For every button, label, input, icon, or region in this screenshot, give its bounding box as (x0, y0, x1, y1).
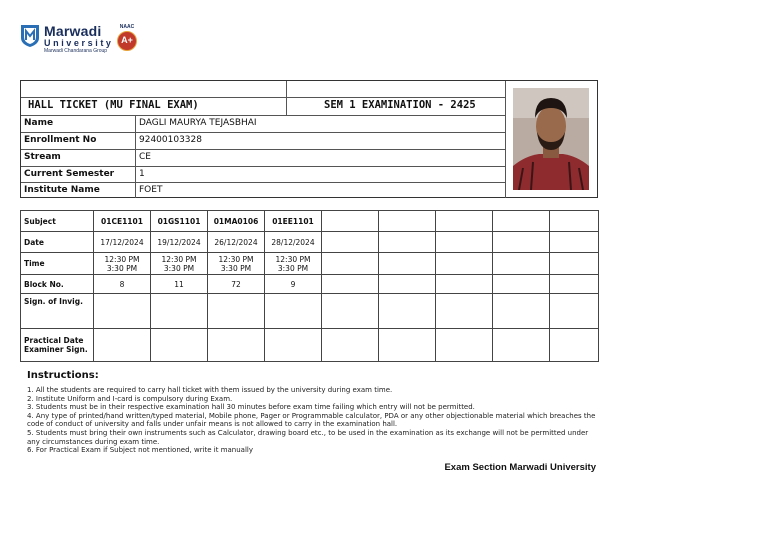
practical-row (21, 329, 599, 362)
exam-date: 19/12/2024 (151, 232, 208, 253)
logo-subtitle: University (44, 38, 114, 48)
instructions-title: Instructions: (27, 370, 99, 381)
exam-date: 28/12/2024 (265, 232, 322, 253)
semester-label: Current Semester (24, 169, 115, 179)
subject-row (21, 211, 599, 232)
institute-label: Institute Name (24, 185, 100, 195)
ticket-title: HALL TICKET (MU FINAL EXAM) (28, 99, 199, 111)
exam-time: 12:30 PM 3:30 PM (151, 253, 208, 275)
instruction-item: 6. For Practical Exam if Subject not mentioned, write it manually (27, 446, 254, 455)
date-label: Date (21, 232, 94, 253)
logo-name: Marwadi (44, 23, 102, 39)
enrollment-label: Enrollment No (24, 135, 97, 145)
block-number: 8 (94, 275, 151, 294)
time-label: Time (21, 253, 94, 275)
naac-badge (116, 24, 138, 52)
date-row (21, 232, 599, 253)
subject-code: 01CE1101 (94, 211, 151, 232)
enrollment-value: 92400103328 (139, 135, 202, 145)
institute-value: FOET (139, 185, 163, 195)
exam-date: 26/12/2024 (208, 232, 265, 253)
student-photo (513, 88, 589, 190)
exam-time: 12:30 PM 3:30 PM (265, 253, 322, 275)
exam-section-signature: Exam Section Marwadi University (444, 462, 596, 473)
name-value: DAGLI MAURYA TEJASBHAI (139, 118, 257, 128)
instruction-item: 4. Any type of printed/hand written/typed material, Mobile phone, Pager or Programmable calculator, PDA or any other objectionable material which breaches the code of conduct of university and falls under unfair means is not allowed to carry in the examination hall. (27, 411, 596, 429)
semester-title: SEM 1 EXAMINATION - 2425 (324, 99, 476, 111)
subject-label: Subject (21, 211, 94, 232)
block-label: Block No. (21, 275, 94, 294)
sign-label: Sign. of Invig. (21, 294, 94, 329)
exam-schedule-table (20, 210, 599, 362)
instructions-list (27, 386, 602, 455)
exam-time: 12:30 PM 3:30 PM (208, 253, 265, 275)
subject-code: 01GS1101 (151, 211, 208, 232)
naac-grade: A+ (117, 31, 137, 51)
instruction-item: 5. Students must bring their own instruments such as Calculator, drawing board etc., to be used in the examination as its exchange will not be permitted under any circumstances during exam time. (27, 428, 589, 446)
practical-label: Practical Date Examiner Sign. (21, 329, 94, 362)
block-row (21, 275, 599, 294)
block-number: 9 (265, 275, 322, 294)
instruction-item: 2. Institute Uniform and I-card is compulsory during Exam. (27, 394, 233, 403)
hall-ticket-header (20, 80, 598, 198)
exam-date: 17/12/2024 (94, 232, 151, 253)
instruction-item: 3. Students must be in their respective examination hall 30 minutes before exam time failing which entry will not be permitted. (27, 403, 475, 412)
naac-label: NAAC (119, 24, 135, 30)
logo-group: Marwadi Chandarana Group (44, 48, 108, 54)
semester-value: 1 (139, 169, 145, 179)
time-row (21, 253, 599, 275)
exam-time: 12:30 PM 3:30 PM (94, 253, 151, 275)
name-label: Name (24, 118, 54, 128)
student-portrait-icon (513, 88, 589, 190)
stream-value: CE (139, 152, 151, 162)
shield-logo-icon (20, 24, 40, 48)
invigilator-sign-row (21, 294, 599, 329)
stream-label: Stream (24, 152, 61, 162)
subject-code: 01EE1101 (265, 211, 322, 232)
block-number: 72 (208, 275, 265, 294)
subject-code: 01MA0106 (208, 211, 265, 232)
instruction-item: 1. All the students are required to carry hall ticket with them issued by the university during exam time. (27, 386, 393, 394)
block-number: 11 (151, 275, 208, 294)
